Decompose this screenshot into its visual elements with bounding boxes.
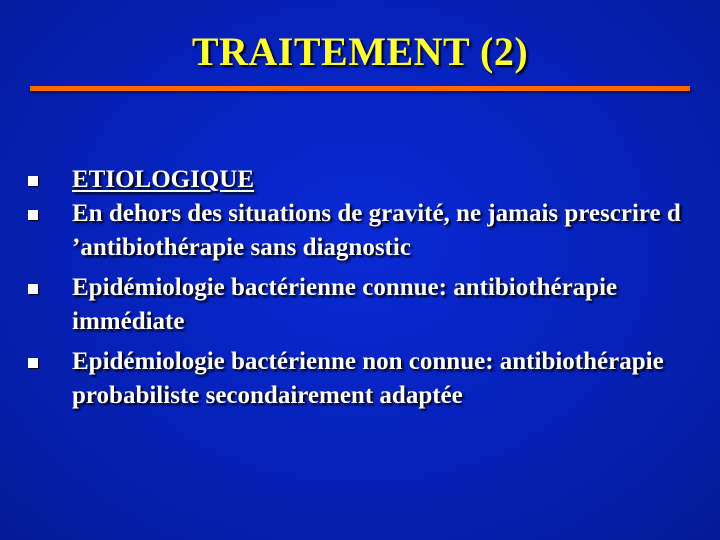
square-bullet-icon xyxy=(28,176,38,186)
bullet-text: ETIOLOGIQUE xyxy=(72,166,254,193)
bullet-item xyxy=(28,271,708,339)
bullet-list xyxy=(28,163,708,419)
square-bullet-icon xyxy=(28,210,38,220)
slide-title: TRAITEMENT (2) xyxy=(191,29,529,74)
bullet-text: Epidémiologie bactérienne connue: antibiothérapie immédiate xyxy=(72,274,618,335)
bullet-item xyxy=(28,163,708,197)
square-bullet-icon xyxy=(28,284,38,294)
square-bullet-icon xyxy=(28,358,38,368)
bullet-text: Epidémiologie bactérienne non connue: antibiothérapie probabiliste secondairement adaptée xyxy=(72,348,664,409)
bullet-item xyxy=(28,197,708,265)
bullet-item xyxy=(28,345,708,413)
bullet-text: En dehors des situations de gravité, ne jamais prescrire d ’antibiothérapie sans diagnostic xyxy=(72,200,681,261)
title-divider xyxy=(30,86,690,91)
